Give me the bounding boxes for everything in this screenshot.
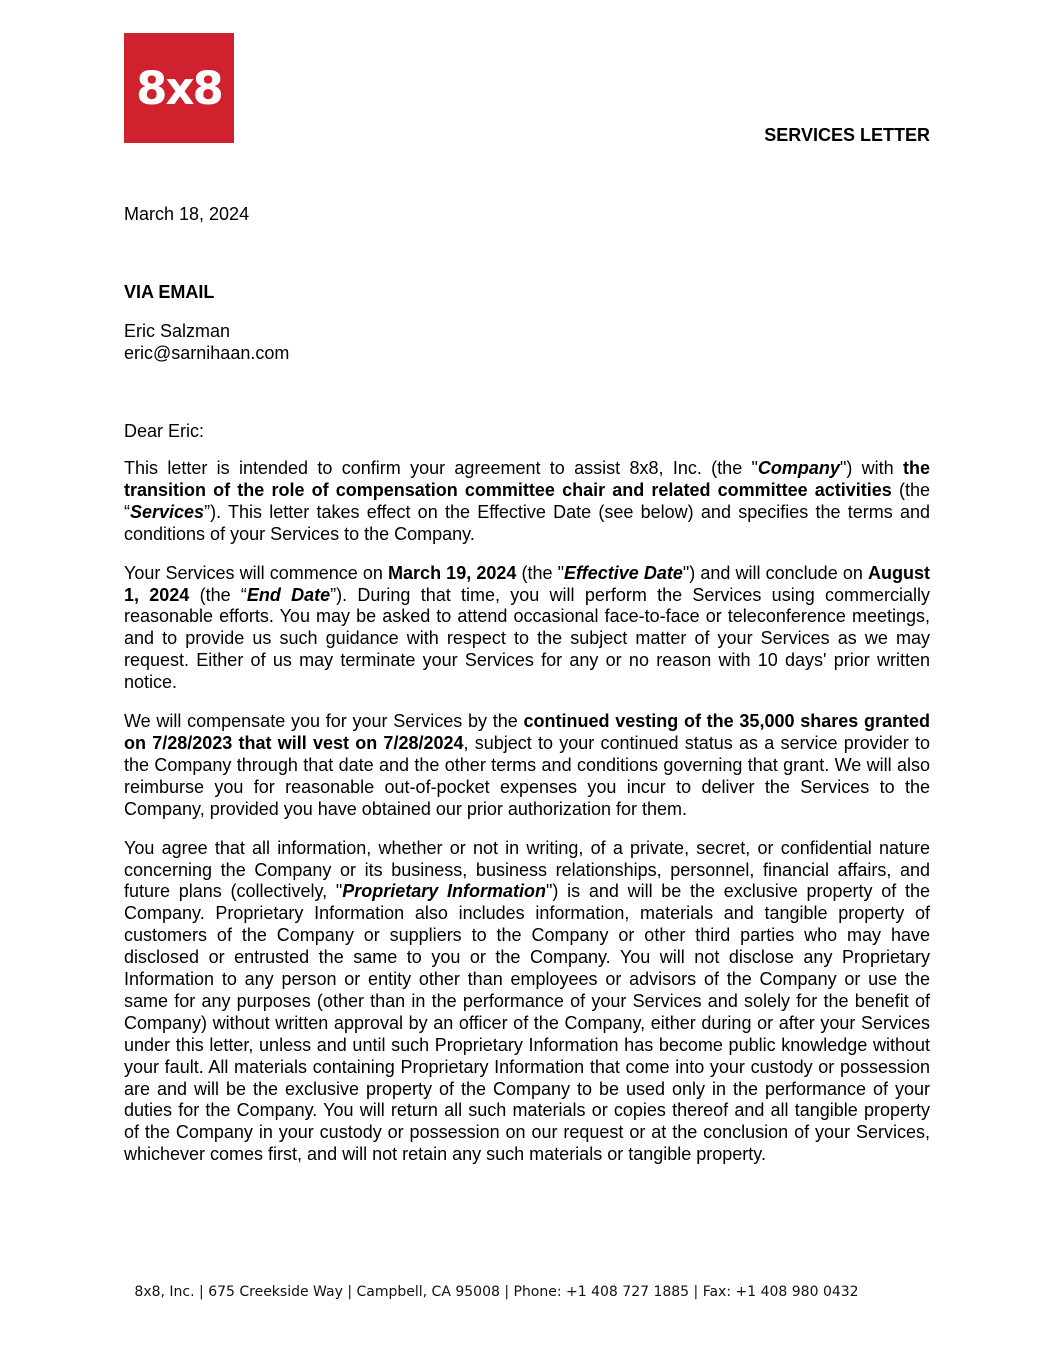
paragraph-text: Your Services will commence on	[124, 562, 389, 583]
paragraph-text: ”). This letter takes effect on the Effective Date (see below) and specifies the terms and conditions of your Services to the Company.	[124, 501, 930, 544]
recipient-name: Eric Salzman	[124, 321, 231, 341]
paragraph-text: (the “	[189, 584, 247, 605]
document-title: SERVICES LETTER	[764, 125, 930, 145]
company-logo	[124, 33, 234, 143]
body-paragraph	[124, 563, 930, 694]
defined-term: Company	[757, 458, 840, 478]
paragraph-text: ”). During that time, you will perform the Services using commercially reasonable efforts. You may be asked to attend occasional face-to-face or teleconference meetings, and to provide us such guidance with respect to the subject matter of your Services as we may request. Either of us may terminate your Services for any or no reason with 10 days' prior written notice.	[124, 584, 930, 693]
logo-text: 8x8	[136, 61, 222, 115]
paragraph-text: ") is and will be the exclusive property of the Company. Proprietary Information also includes information, materials and tangible property of customers of the Company or suppliers to the Company or other third parties who may have disclosed or entrusted the same to you or the Company. You will not disclose any Proprietary Information to any person or entity other than employees or advisors of the Company or use the same for any purposes (other than in the performance of your Services and solely for the benefit of Company) without written approval by an officer of the Company, either during or after your Services under this letter, unless and until such Proprietary Information has become public knowledge without your fault. All materials containing Proprietary Information that come into your custody or possession are and will be the exclusive property of the Company to be used only in the performance of your duties for the Company. You will return all such materials or copies thereof and all tangible property of the Company in your custody or possession on our request or at the conclusion of your Services, whichever comes first, and will not retain any such materials or tangible property.	[124, 881, 931, 1165]
paragraph-text: This letter is intended to confirm your agreement to assist 8x8, Inc. (the "	[124, 458, 758, 478]
recipient-email: eric@sarnihaan.com	[124, 343, 290, 363]
body-paragraph	[124, 458, 930, 546]
paragraph-text: We will compensate you for your Services by the	[124, 711, 524, 732]
body-paragraph	[124, 838, 930, 1167]
letter-body	[124, 458, 930, 1183]
paragraph-text: You agree that all information, whether or not in writing, of a private, secret, or confidential nature concerning the Company or its business, business relationships, personnel, financial affairs, and future plans (collectively, "	[124, 837, 930, 902]
salutation: Dear Eric:	[124, 421, 205, 441]
emphasized-text: March 19, 2024	[388, 562, 517, 583]
defined-term: End Date	[246, 584, 331, 605]
paragraph-text: (the "	[516, 562, 565, 583]
paragraph-text: ") with	[839, 458, 903, 478]
emphasized-text: August 1, 2024	[124, 562, 930, 605]
emphasized-text: continued vesting of the 35,000 shares granted on 7/28/2023 that will vest on 7/28/2024	[124, 711, 930, 753]
emphasized-text: the transition of the role of compensation committee chair and related committee activities	[124, 458, 930, 500]
defined-term: Services	[130, 501, 205, 522]
paragraph-text: ") and will conclude on	[682, 562, 868, 583]
letter-footer: 8x8, Inc. | 675 Creekside Way | Campbell, CA 95008 | Phone: +1 408 727 1885 | Fax: +1 408 980 0432	[134, 1284, 859, 1300]
defined-term: Effective Date	[564, 562, 683, 583]
paragraph-text: (the “	[124, 479, 930, 522]
body-paragraph	[124, 711, 930, 821]
delivery-method: VIA EMAIL	[124, 282, 215, 302]
paragraph-text: , subject to your continued status as a service provider to the Company through that date and the other terms and conditions governing that grant. We will also reimburse you for reasonable out-of-pocket expenses you incur to deliver the Services to the Company, provided you have obtained our prior authorization for them.	[124, 732, 930, 819]
defined-term: Proprietary Information	[342, 881, 547, 902]
letter-date: March 18, 2024	[124, 204, 250, 224]
